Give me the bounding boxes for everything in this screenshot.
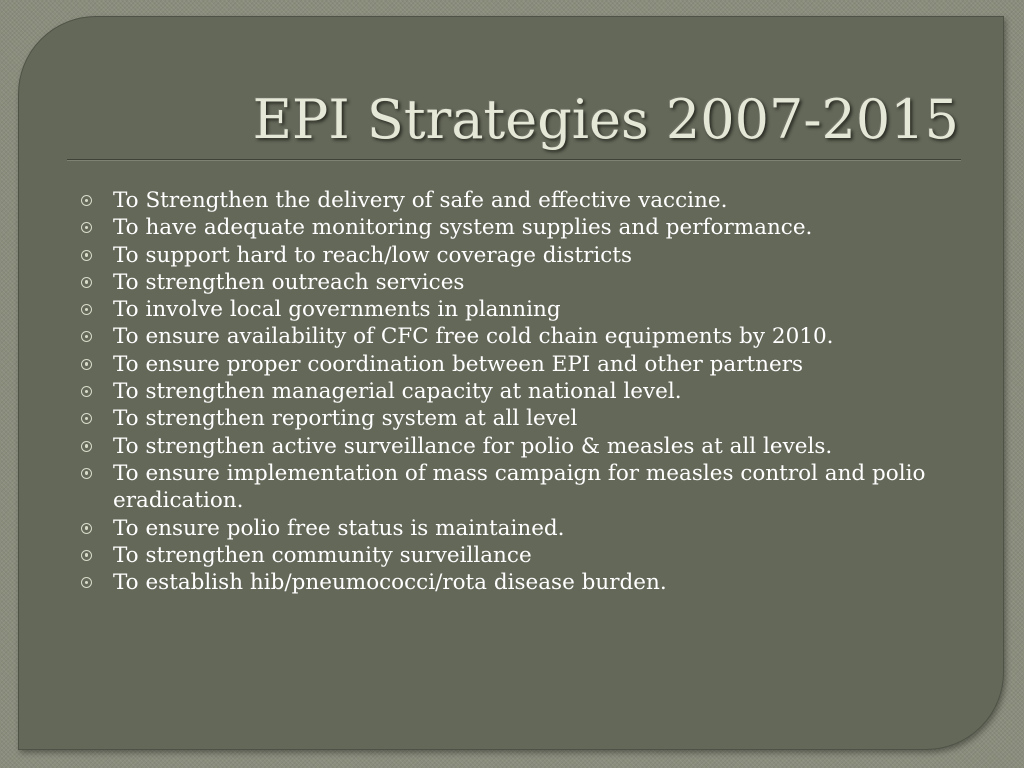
bullet-text: To strengthen outreach services	[113, 269, 465, 295]
bullet-text: To strengthen managerial capacity at national level.	[113, 379, 682, 405]
bullet-text: To have adequate monitoring system supplies and performance.	[113, 215, 813, 241]
circled-dot-icon	[81, 222, 92, 233]
slide-title: EPI Strategies 2007-2015	[252, 88, 959, 151]
circled-dot-icon	[81, 386, 92, 397]
bullet-item	[77, 405, 997, 432]
bullet-text: To strengthen community surveillance	[113, 542, 532, 568]
bullet-item	[77, 433, 997, 460]
circled-dot-icon	[81, 331, 92, 342]
circled-dot-icon	[81, 195, 92, 206]
circled-dot-icon	[81, 277, 92, 288]
circled-dot-icon	[81, 550, 92, 561]
bullet-item	[77, 187, 997, 214]
bullet-item	[77, 296, 997, 323]
bullet-item	[77, 542, 997, 569]
circled-dot-icon	[81, 523, 92, 534]
title-divider	[67, 159, 961, 161]
circled-dot-icon	[81, 250, 92, 261]
bullet-item	[77, 378, 997, 405]
circled-dot-icon	[81, 359, 92, 370]
slide-panel	[18, 16, 1004, 750]
bullet-list	[77, 187, 997, 596]
bullet-item	[77, 214, 997, 241]
bullet-text: To strengthen reporting system at all level	[113, 406, 578, 432]
bullet-item	[77, 269, 997, 296]
bullet-item	[77, 569, 997, 596]
bullet-text: To ensure implementation of mass campaign for measles control and polio eradication.	[113, 460, 926, 514]
bullet-text: To involve local governments in planning	[113, 297, 561, 323]
bullet-text: To support hard to reach/low coverage districts	[113, 242, 632, 268]
bullet-text: To establish hib/pneumococci/rota disease burden.	[113, 570, 667, 596]
bullet-text: To strengthen active surveillance for polio & measles at all levels.	[113, 433, 833, 459]
circled-dot-icon	[81, 441, 92, 452]
bullet-text: To ensure availability of CFC free cold chain equipments by 2010.	[113, 324, 834, 350]
bullet-item	[77, 515, 997, 542]
circled-dot-icon	[81, 413, 92, 424]
bullet-text: To ensure proper coordination between EPI and other partners	[113, 351, 804, 377]
bullet-item	[77, 460, 997, 515]
bullet-item	[77, 351, 997, 378]
bullet-text: To Strengthen the delivery of safe and effective vaccine.	[113, 188, 728, 213]
bullet-item	[77, 242, 997, 269]
circled-dot-icon	[81, 577, 92, 588]
bullet-text: To ensure polio free status is maintained.	[113, 515, 565, 541]
circled-dot-icon	[81, 304, 92, 315]
circled-dot-icon	[81, 468, 92, 479]
bullet-item	[77, 323, 997, 350]
